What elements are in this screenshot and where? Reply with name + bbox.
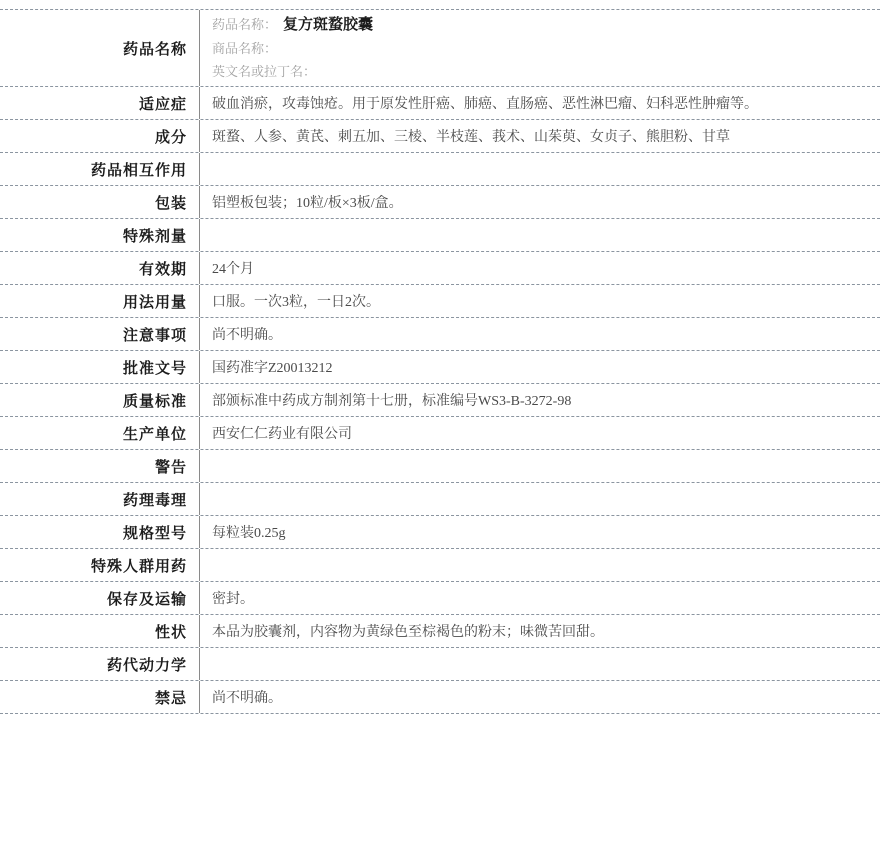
row-label: 特殊人群用药 [0,549,200,581]
drug-name-value: 复方斑蝥胶囊 [283,17,374,33]
english-name-field-label: 英文名或拉丁名： [212,64,317,79]
row-label: 有效期 [0,252,200,284]
row-label: 注意事项 [0,318,200,350]
drug-info-table [0,9,880,714]
row-value: 尚不明确。 [212,328,282,343]
row-label: 药代动力学 [0,648,200,680]
row-label: 性状 [0,615,200,647]
row-label: 批准文号 [0,351,200,383]
table-row [0,681,880,714]
row-label: 保存及运输 [0,582,200,614]
row-label: 用法用量 [0,285,200,317]
row-value [200,219,880,251]
row-label: 成分 [0,120,200,152]
table-row [0,120,880,153]
row-label: 质量标准 [0,384,200,416]
row-value [200,153,880,185]
trade-name-line [212,37,880,60]
english-name-line [212,60,880,83]
table-rows [0,87,880,714]
row-value [200,648,880,680]
row-label: 规格型号 [0,516,200,548]
row-label: 药品名称 [0,10,200,86]
row-label: 药品相互作用 [0,153,200,185]
row-label: 禁忌 [0,681,200,713]
table-row [0,648,880,681]
trade-name-field-label: 商品名称： [212,41,278,56]
row-value: 口服。一次3粒，一日2次。 [212,295,380,310]
drug-name-line [212,13,880,37]
row-value [200,450,880,482]
table-row [0,186,880,219]
table-row [0,450,880,483]
row-label: 特殊剂量 [0,219,200,251]
table-row [0,285,880,318]
table-row [0,384,880,417]
table-row [0,318,880,351]
row-label: 适应症 [0,87,200,119]
row-value: 西安仁仁药业有限公司 [212,427,352,442]
row-value [200,483,880,515]
table-row [0,549,880,582]
table-row [0,417,880,450]
table-row [0,351,880,384]
table-row [0,582,880,615]
row-value: 国药准字Z20013212 [212,361,333,376]
row-value: 密封。 [212,592,254,607]
table-row [0,219,880,252]
row-value [200,549,880,581]
row-value: 尚不明确。 [212,691,282,706]
drug-name-field-label: 药品名称： [212,17,278,32]
row-label: 警告 [0,450,200,482]
row-value [200,10,880,86]
row-value: 24个月 [212,262,254,277]
row-value: 每粒装0.25g [212,526,286,541]
row-value: 铝塑板包装；10粒/板×3板/盒。 [212,196,403,211]
row-value: 本品为胶囊剂，内容物为黄绿色至棕褐色的粉末；味微苦回甜。 [212,625,604,640]
row-value: 部颁标准中药成方制剂第十七册，标准编号WS3-B-3272-98 [212,394,572,409]
row-label: 生产单位 [0,417,200,449]
table-row [0,615,880,648]
table-row [0,153,880,186]
row-label: 药理毒理 [0,483,200,515]
row-value: 斑蝥、人参、黄芪、刺五加、三棱、半枝莲、莪术、山茱萸、女贞子、熊胆粉、甘草 [212,130,730,145]
table-row [0,516,880,549]
table-row [0,87,880,120]
row-label: 包装 [0,186,200,218]
table-row [0,252,880,285]
table-row [0,483,880,516]
table-row-drug-name [0,10,880,87]
row-value: 破血消瘀，攻毒蚀疮。用于原发性肝癌、肺癌、直肠癌、恶性淋巴瘤、妇科恶性肿瘤等。 [212,97,758,112]
